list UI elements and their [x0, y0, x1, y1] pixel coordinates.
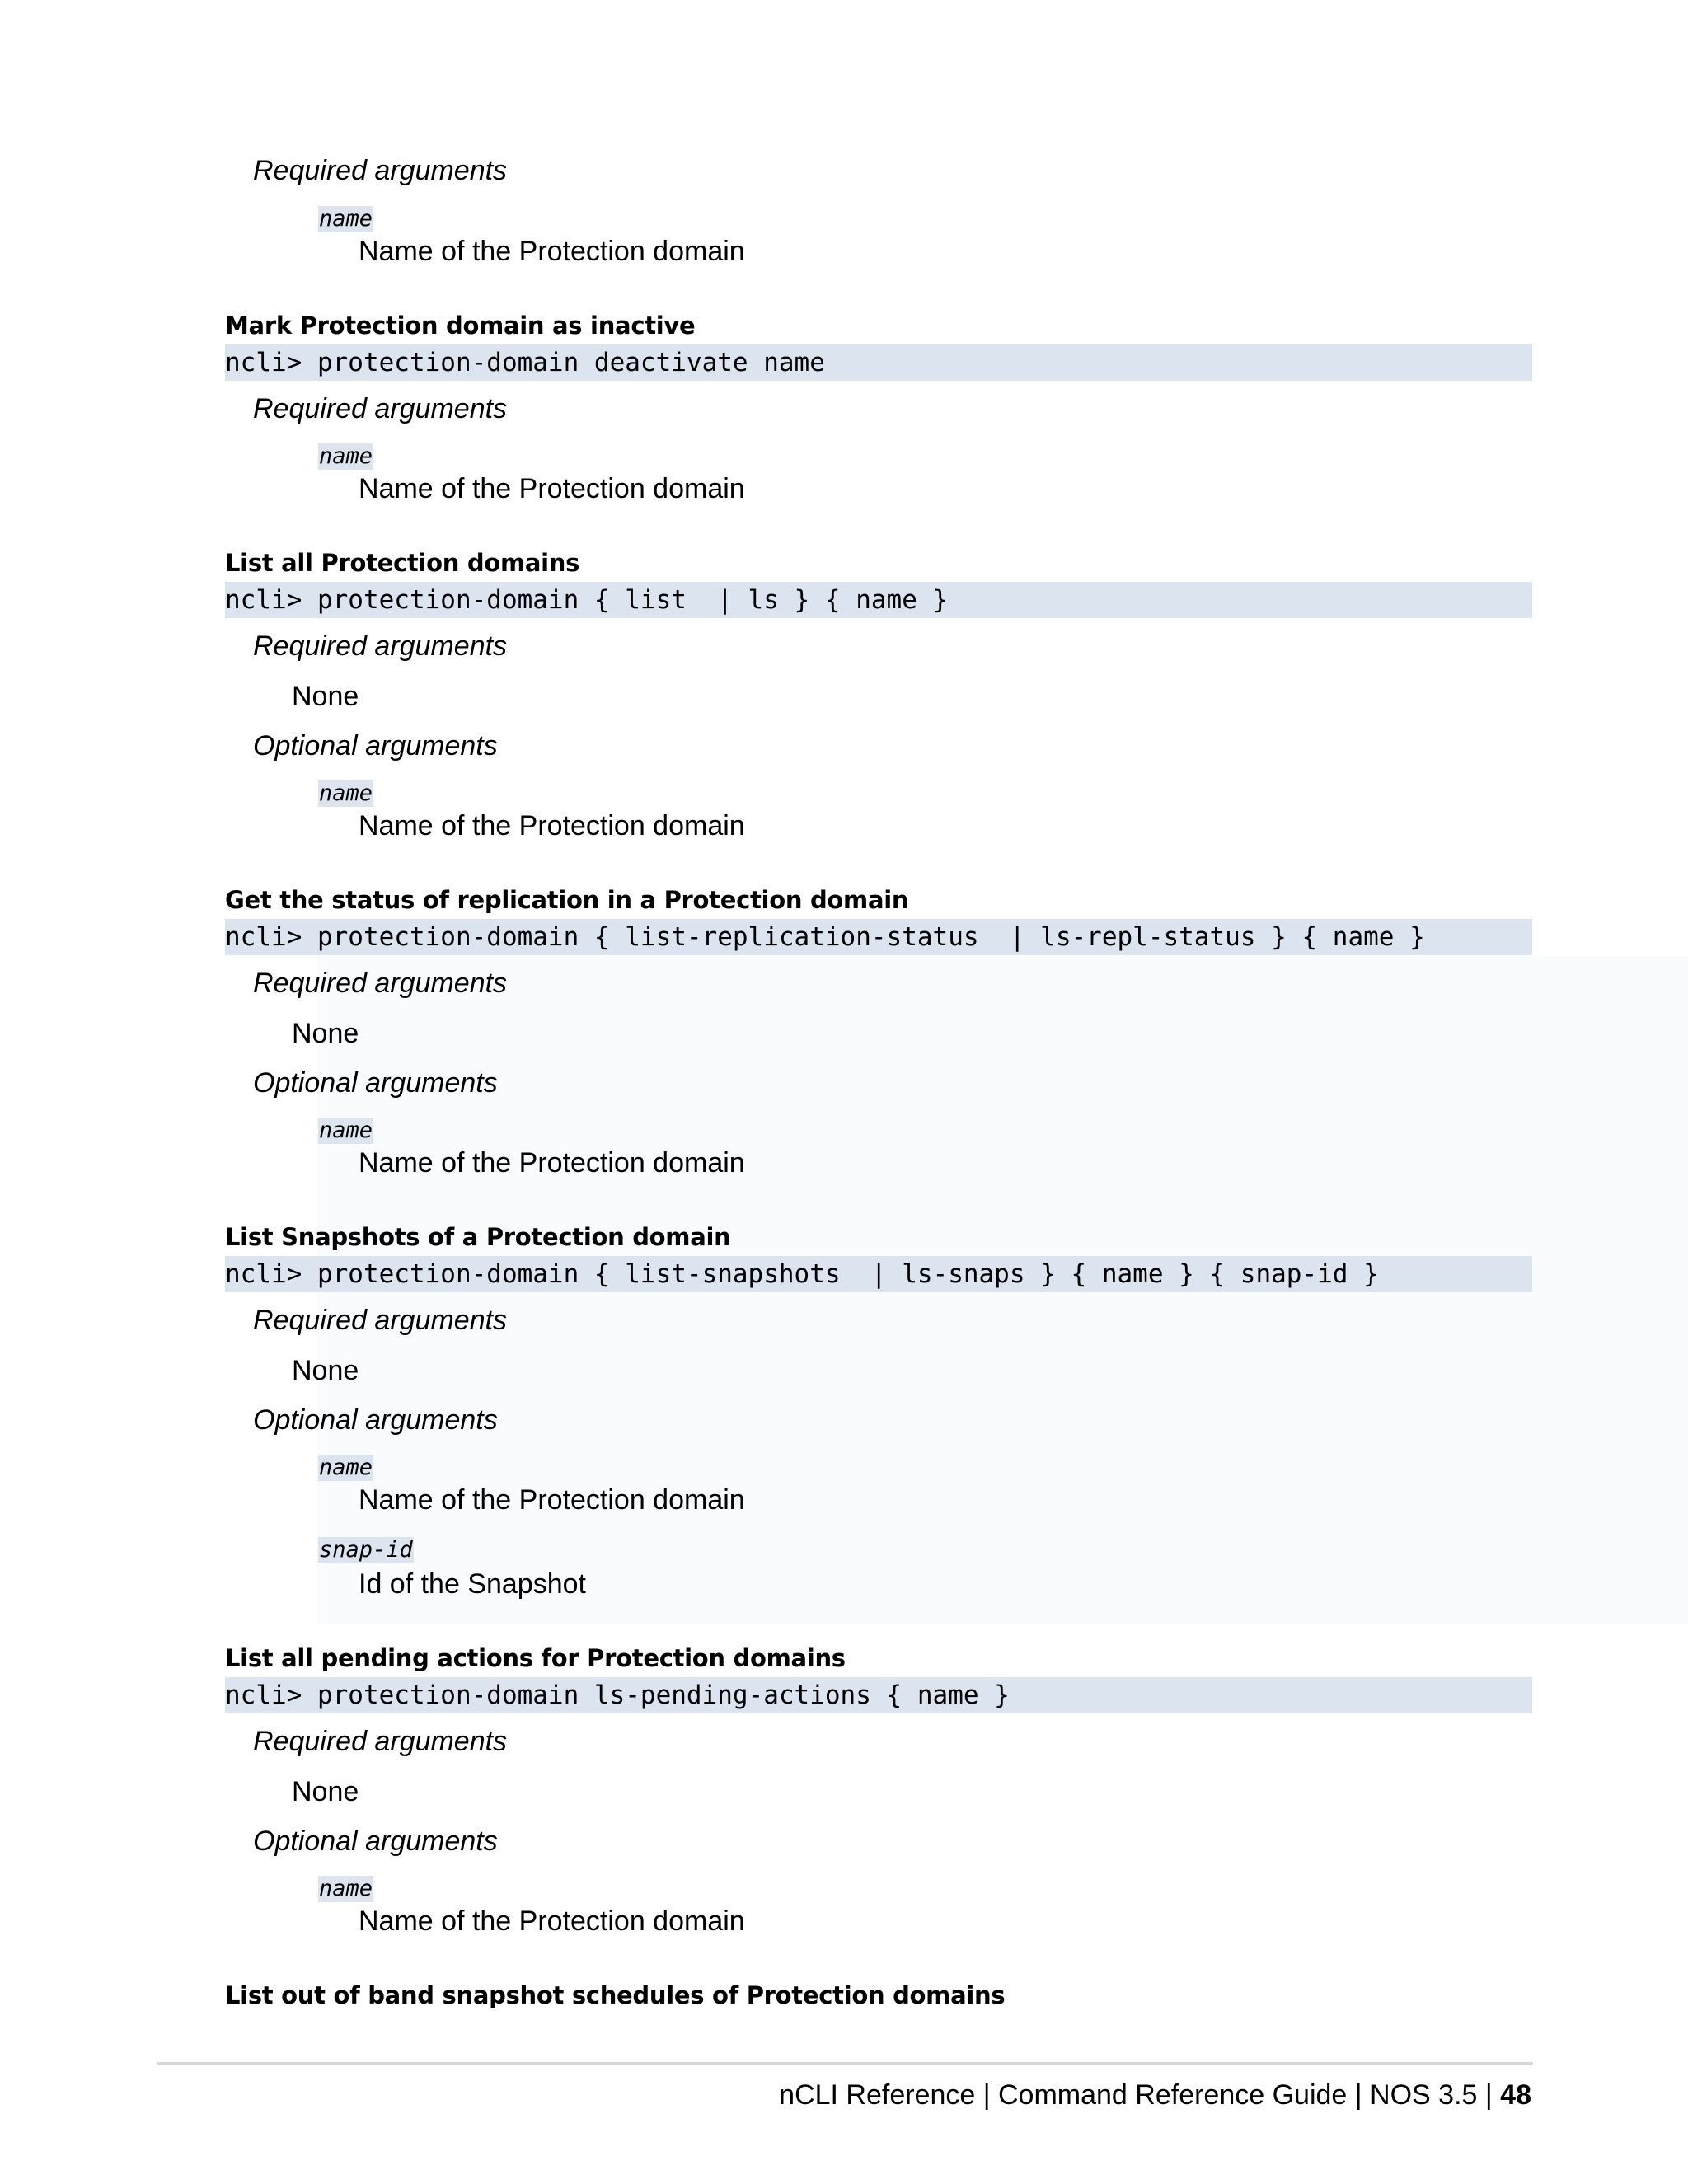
page-footer [779, 2079, 1531, 2111]
command-list [225, 582, 1532, 618]
param-name: name [319, 1118, 373, 1143]
param-description: Id of the Snapshot [359, 1568, 586, 1600]
section-title-out-of-band: List out of band snapshot schedules of Protection domains [225, 1981, 1006, 2009]
param-description: Name of the Protection domain [359, 1484, 745, 1516]
command-replication-status [225, 919, 1532, 955]
required-arguments-label: Required arguments [253, 393, 508, 424]
command-text: ncli> protection-domain deactivate name [225, 348, 825, 377]
footer-text: nCLI Reference | Command Reference Guide | NOS 3.5 | [779, 2079, 1501, 2111]
optional-arguments-label: Optional arguments [253, 1825, 498, 1857]
param-description: Name of the Protection domain [359, 473, 745, 504]
required-none: None [292, 681, 359, 712]
section-title-pending-actions: List all pending actions for Protection domains [225, 1644, 846, 1672]
page-number: 48 [1500, 2079, 1531, 2111]
param-snap-id: snap-id [319, 1537, 413, 1563]
section-title-deactivate: Mark Protection domain as inactive [225, 312, 696, 340]
param-description: Name of the Protection domain [359, 236, 745, 267]
required-none: None [292, 1776, 359, 1807]
command-pending-actions [225, 1677, 1532, 1713]
required-none: None [292, 1018, 359, 1049]
required-arguments-label: Required arguments [253, 630, 508, 662]
section-title-list: List all Protection domains [225, 549, 580, 577]
optional-arguments-label: Optional arguments [253, 1067, 498, 1099]
param-description: Name of the Protection domain [359, 1147, 745, 1179]
section-title-snapshots: List Snapshots of a Protection domain [225, 1223, 731, 1251]
command-snapshots [225, 1256, 1532, 1292]
param-name: name [319, 780, 373, 806]
command-deactivate [225, 344, 1532, 381]
param-description: Name of the Protection domain [359, 1905, 745, 1937]
optional-arguments-label: Optional arguments [253, 730, 498, 762]
param-name: name [319, 1876, 373, 1901]
param-name: name [319, 206, 373, 232]
section-title-replication-status: Get the status of replication in a Protection domain [225, 886, 909, 914]
required-arguments-label: Required arguments [253, 1305, 508, 1336]
param-name: name [319, 443, 373, 469]
param-description: Name of the Protection domain [359, 810, 745, 841]
command-text: ncli> protection-domain { list | ls } { name } [225, 585, 949, 615]
optional-arguments-label: Optional arguments [253, 1404, 498, 1436]
command-text: ncli> protection-domain { list-snapshots | ls-snaps } { name } { snap-id } [225, 1259, 1379, 1289]
required-arguments-label: Required arguments [253, 1726, 508, 1757]
command-text: ncli> protection-domain { list-replication-status | ls-repl-status } { name } [225, 922, 1425, 952]
required-none: None [292, 1355, 359, 1386]
required-arguments-label: Required arguments [253, 968, 508, 999]
footer-divider [157, 2062, 1533, 2065]
command-text: ncli> protection-domain ls-pending-actions { name } [225, 1680, 1010, 1710]
required-arguments-label: Required arguments [253, 155, 508, 186]
param-name: name [319, 1455, 373, 1480]
